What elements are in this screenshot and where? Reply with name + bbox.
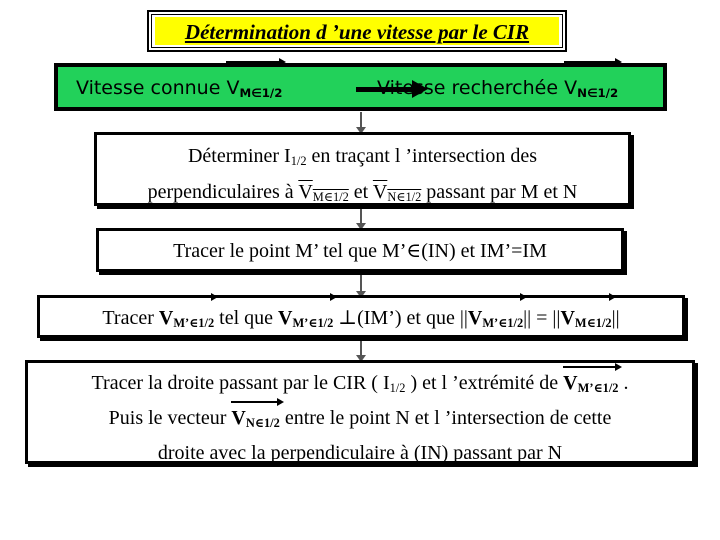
step2-box: Tracer le point M’ tel que M’∈(IN) et IM’=IM [96,228,624,272]
step1-box: Déterminer $I_{1/2}$ en traçant l ’intersection des perpendiculaires à $\overline{V}_{M\in 1/2}$ et $\overline{V}_{N\in 1/2}$ passant par M et N [94,132,631,206]
header-band [54,63,667,111]
sought-velocity: Vitesse recherchée VN∈1/2 [377,63,618,111]
step3-box: Tracer VM’∈1/2 tel que VM’∈1/2 ⊥(IM’) et que || VM’∈1/2|| = || VM∈1/2|| [37,295,685,338]
title-box [147,10,567,52]
known-velocity: Vitesse connue VM∈1/2 [76,63,282,111]
page-title: Détermination d ’une vitesse par le CIR [184,20,530,44]
connector-arrow-3 [360,272,362,292]
connector-arrow-1 [360,112,362,128]
step4-box: Tracer la droite passant par le CIR ( $I_{1/2}$ ) et l ’extrémité de VM’∈1/2 . Puis le vecteur VN∈1/2 entre le point N et l ’intersection de cette droite avec la perpendiculaire à (IN) passant par N [25,360,695,464]
